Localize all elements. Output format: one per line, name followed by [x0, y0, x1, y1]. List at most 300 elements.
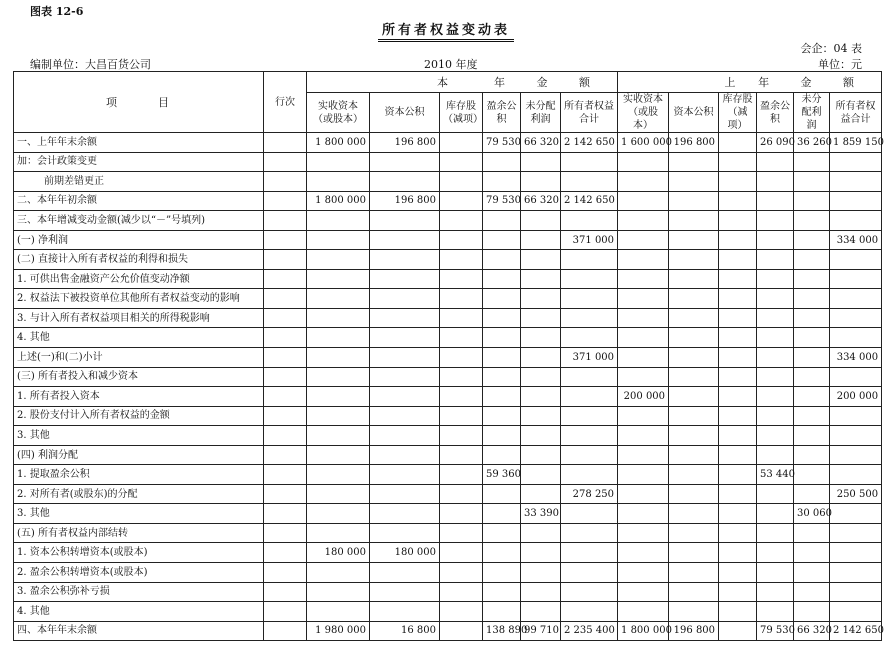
- current-year-cell: [483, 484, 521, 504]
- prior-year-cell: 1 800 000: [618, 621, 669, 641]
- current-year-cell: [307, 289, 370, 309]
- current-year-cell: [483, 426, 521, 446]
- prior-year-cell: [719, 133, 757, 153]
- row-number: [264, 211, 307, 231]
- table-row: [14, 211, 882, 231]
- current-year-cell: [307, 484, 370, 504]
- row-number: [264, 367, 307, 387]
- table-row: [14, 328, 882, 348]
- prior-year-cell: [719, 230, 757, 250]
- row-item-label: (一) 净利润: [14, 230, 264, 250]
- row-item-label: 上述(一)和(二)小计: [14, 348, 264, 368]
- col-paid-in-capital: 实收资本（或股本）: [307, 93, 370, 133]
- prior-year-cell: 196 800: [669, 133, 719, 153]
- current-year-cell: [483, 269, 521, 289]
- table-row: [14, 133, 882, 153]
- current-year-cell: 2 142 650: [561, 191, 618, 211]
- col-total-equity: 所有者权益合计: [561, 93, 618, 133]
- col-surplus-reserve-prior: 盈余公积: [757, 93, 794, 133]
- prior-year-cell: [669, 191, 719, 211]
- table-row: [14, 250, 882, 270]
- prior-year-cell: [618, 484, 669, 504]
- table-row: [14, 387, 882, 407]
- prior-year-cell: [794, 406, 830, 426]
- current-year-cell: [561, 602, 618, 622]
- row-number: [264, 152, 307, 172]
- prior-year-cell: [618, 367, 669, 387]
- current-year-cell: [370, 484, 440, 504]
- table-row: [14, 563, 882, 583]
- current-year-cell: 66 320: [521, 191, 561, 211]
- current-year-cell: [440, 172, 483, 192]
- current-year-cell: [370, 387, 440, 407]
- prior-year-cell: [669, 172, 719, 192]
- current-year-cell: [483, 348, 521, 368]
- prior-year-cell: [669, 308, 719, 328]
- current-year-cell: [370, 328, 440, 348]
- current-year-cell: [521, 328, 561, 348]
- prior-year-cell: [794, 269, 830, 289]
- row-item-label: 四、本年年末余额: [14, 621, 264, 641]
- prior-year-cell: [757, 445, 794, 465]
- col-paid-in-capital-prior: 实收资本（或股本）: [618, 93, 669, 133]
- unit-label: 单位：元: [818, 58, 862, 71]
- prior-year-cell: 200 000: [618, 387, 669, 407]
- current-year-cell: [561, 504, 618, 524]
- prior-year-cell: [719, 465, 757, 485]
- current-year-cell: [440, 133, 483, 153]
- prior-year-cell: [719, 543, 757, 563]
- col-total-equity-prior: 所有者权益合计: [830, 93, 882, 133]
- current-year-cell: [483, 250, 521, 270]
- current-year-cell: [561, 308, 618, 328]
- current-year-cell: [521, 348, 561, 368]
- current-year-cell: [483, 543, 521, 563]
- current-year-cell: [307, 348, 370, 368]
- col-surplus-reserve: 盈余公积: [483, 93, 521, 133]
- current-year-cell: [440, 191, 483, 211]
- current-year-cell: [307, 387, 370, 407]
- prior-year-cell: 2 142 650: [830, 621, 882, 641]
- prior-year-cell: [757, 269, 794, 289]
- prior-year-cell: [719, 523, 757, 543]
- current-year-cell: [370, 465, 440, 485]
- prior-year-cell: [830, 523, 882, 543]
- prior-year-cell: [794, 152, 830, 172]
- current-year-cell: [307, 367, 370, 387]
- prior-year-cell: [669, 328, 719, 348]
- table-row: [14, 230, 882, 250]
- prior-year-cell: [618, 191, 669, 211]
- table-row: [14, 484, 882, 504]
- current-year-cell: [370, 289, 440, 309]
- prior-year-cell: [618, 289, 669, 309]
- current-year-cell: [440, 465, 483, 485]
- current-year-cell: [370, 250, 440, 270]
- row-number: [264, 172, 307, 192]
- prior-year-cell: [719, 582, 757, 602]
- current-year-cell: [521, 172, 561, 192]
- prior-year-cell: [669, 348, 719, 368]
- row-number: [264, 289, 307, 309]
- current-year-cell: [483, 172, 521, 192]
- prior-year-cell: [830, 191, 882, 211]
- current-year-cell: [561, 582, 618, 602]
- prior-year-cell: [669, 289, 719, 309]
- current-year-cell: 59 360: [483, 465, 521, 485]
- row-item-label: 1. 可供出售金融资产公允价值变动净额: [14, 269, 264, 289]
- prior-year-cell: [794, 250, 830, 270]
- row-item-label: (四) 利润分配: [14, 445, 264, 465]
- prior-year-cell: 196 800: [669, 621, 719, 641]
- table-body: [14, 133, 882, 641]
- table-row: [14, 348, 882, 368]
- current-year-cell: [370, 563, 440, 583]
- current-year-cell: 2 142 650: [561, 133, 618, 153]
- prior-year-cell: [794, 387, 830, 407]
- current-year-cell: [370, 308, 440, 328]
- prior-year-cell: [794, 602, 830, 622]
- prior-year-cell: [830, 250, 882, 270]
- current-year-cell: [561, 543, 618, 563]
- current-year-cell: [370, 426, 440, 446]
- prior-year-cell: [757, 406, 794, 426]
- current-year-cell: [307, 504, 370, 524]
- prior-year-cell: [794, 172, 830, 192]
- prior-year-cell: [757, 582, 794, 602]
- current-year-cell: [307, 563, 370, 583]
- row-item-label: (五) 所有者权益内部结转: [14, 523, 264, 543]
- row-item-label: 4. 其他: [14, 328, 264, 348]
- prior-year-cell: [794, 348, 830, 368]
- prior-year-cell: [830, 426, 882, 446]
- current-year-cell: [440, 602, 483, 622]
- current-year-cell: [561, 367, 618, 387]
- current-year-cell: [307, 406, 370, 426]
- prior-year-cell: [618, 152, 669, 172]
- current-year-cell: [370, 523, 440, 543]
- row-item-label: 1. 提取盈余公积: [14, 465, 264, 485]
- prior-year-cell: [830, 504, 882, 524]
- header-row-no: 行次: [264, 72, 307, 133]
- row-item-label: 3. 其他: [14, 426, 264, 446]
- row-item-label: 3. 其他: [14, 504, 264, 524]
- current-year-cell: [483, 504, 521, 524]
- current-year-cell: [521, 484, 561, 504]
- org-label: 编制单位：大昌百货公司: [30, 58, 151, 71]
- prior-year-cell: [830, 289, 882, 309]
- row-number: [264, 484, 307, 504]
- current-year-cell: [521, 289, 561, 309]
- row-item-label: 二、本年年初余额: [14, 191, 264, 211]
- current-year-cell: 1 980 000: [307, 621, 370, 641]
- row-item-label: 一、上年年末余额: [14, 133, 264, 153]
- current-year-cell: 196 800: [370, 133, 440, 153]
- prior-year-cell: 53 440: [757, 465, 794, 485]
- prior-year-cell: [618, 543, 669, 563]
- current-year-cell: [561, 563, 618, 583]
- current-year-cell: [521, 211, 561, 231]
- row-number: [264, 328, 307, 348]
- current-year-cell: [440, 152, 483, 172]
- current-year-cell: [370, 504, 440, 524]
- prior-year-cell: [794, 191, 830, 211]
- prior-year-cell: [757, 367, 794, 387]
- current-year-cell: [521, 602, 561, 622]
- row-item-label: 1. 所有者投入资本: [14, 387, 264, 407]
- prior-year-cell: 250 500: [830, 484, 882, 504]
- current-year-cell: [440, 230, 483, 250]
- current-year-cell: 1 800 000: [307, 133, 370, 153]
- prior-year-cell: [618, 172, 669, 192]
- header-prior-year: [618, 72, 882, 93]
- current-year-cell: 371 000: [561, 348, 618, 368]
- prior-year-cell: [719, 308, 757, 328]
- prior-year-cell: 334 000: [830, 348, 882, 368]
- current-year-cell: [483, 406, 521, 426]
- prior-year-cell: [719, 348, 757, 368]
- row-item-label: 加：会计政策变更: [14, 152, 264, 172]
- prior-year-cell: [618, 328, 669, 348]
- row-item-label: 3. 盈余公积弥补亏损: [14, 582, 264, 602]
- current-year-cell: [561, 211, 618, 231]
- col-capital-reserve: 资本公积: [370, 93, 440, 133]
- prior-year-cell: [757, 211, 794, 231]
- prior-year-cell: 334 000: [830, 230, 882, 250]
- row-item-label: 2. 权益法下被投资单位其他所有者权益变动的影响: [14, 289, 264, 309]
- prior-year-cell: [669, 230, 719, 250]
- current-year-cell: [440, 621, 483, 641]
- equity-statement-table: [13, 71, 882, 641]
- current-year-cell: [440, 348, 483, 368]
- current-year-cell: [307, 308, 370, 328]
- prior-year-cell: [757, 191, 794, 211]
- current-year-cell: [440, 308, 483, 328]
- prior-year-cell: [830, 269, 882, 289]
- row-item-label: 2. 盈余公积转增资本(或股本): [14, 563, 264, 583]
- current-year-cell: [440, 211, 483, 231]
- current-year-cell: [561, 152, 618, 172]
- table-row: [14, 406, 882, 426]
- current-year-cell: [307, 465, 370, 485]
- current-year-cell: [307, 582, 370, 602]
- current-year-cell: [440, 250, 483, 270]
- current-year-cell: [307, 250, 370, 270]
- current-year-cell: [521, 367, 561, 387]
- current-year-cell: 371 000: [561, 230, 618, 250]
- prior-year-cell: [757, 602, 794, 622]
- row-number: [264, 348, 307, 368]
- row-number: [264, 133, 307, 153]
- current-year-cell: [521, 269, 561, 289]
- prior-year-cell: [618, 269, 669, 289]
- row-number: [264, 445, 307, 465]
- current-year-cell: [370, 406, 440, 426]
- current-year-cell: [440, 269, 483, 289]
- current-year-cell: [440, 387, 483, 407]
- row-number: [264, 543, 307, 563]
- prior-year-cell: [669, 523, 719, 543]
- col-treasury-stock-prior: 库存股（减项）: [719, 93, 757, 133]
- current-year-cell: [440, 426, 483, 446]
- prior-year-cell: 1 859 150: [830, 133, 882, 153]
- row-number: [264, 387, 307, 407]
- current-year-cell: [370, 230, 440, 250]
- prior-year-cell: [830, 308, 882, 328]
- prior-year-cell: [830, 367, 882, 387]
- current-year-cell: 16 800: [370, 621, 440, 641]
- current-year-cell: 180 000: [370, 543, 440, 563]
- row-item-label: 3. 与计入所有者权益项目相关的所得税影响: [14, 308, 264, 328]
- current-year-cell: [483, 211, 521, 231]
- current-year-cell: 180 000: [307, 543, 370, 563]
- header-prior-left: 上: [724, 75, 736, 89]
- header-current-left: 本: [437, 75, 449, 89]
- table-row: [14, 523, 882, 543]
- prior-year-cell: [719, 250, 757, 270]
- current-year-cell: [561, 465, 618, 485]
- prior-year-cell: [719, 211, 757, 231]
- row-number: [264, 602, 307, 622]
- current-year-cell: [561, 289, 618, 309]
- prior-year-cell: [669, 504, 719, 524]
- table-row: [14, 602, 882, 622]
- current-year-cell: 79 530: [483, 191, 521, 211]
- prior-year-cell: [757, 289, 794, 309]
- current-year-cell: [483, 152, 521, 172]
- col-capital-reserve-prior: 资本公积: [669, 93, 719, 133]
- prior-year-cell: [757, 230, 794, 250]
- prior-year-cell: [669, 582, 719, 602]
- prior-year-cell: [794, 230, 830, 250]
- current-year-cell: 2 235 400: [561, 621, 618, 641]
- prior-year-cell: [830, 582, 882, 602]
- current-year-cell: [440, 504, 483, 524]
- row-number: [264, 504, 307, 524]
- prior-year-cell: [669, 563, 719, 583]
- current-year-cell: [440, 582, 483, 602]
- prior-year-cell: [669, 250, 719, 270]
- title-text: 所有者权益变动表: [378, 23, 514, 42]
- current-year-cell: [521, 426, 561, 446]
- current-year-cell: [521, 465, 561, 485]
- prior-year-cell: [719, 426, 757, 446]
- prior-year-cell: [830, 465, 882, 485]
- prior-year-cell: [618, 426, 669, 446]
- prior-year-cell: [618, 211, 669, 231]
- current-year-cell: [561, 269, 618, 289]
- col-retained-earnings-prior: 未分配利润: [794, 93, 830, 133]
- row-number: [264, 250, 307, 270]
- current-year-cell: [483, 602, 521, 622]
- header-prior-right: 年 金 额: [758, 75, 869, 89]
- row-number: [264, 426, 307, 446]
- table-row: [14, 504, 882, 524]
- prior-year-cell: [830, 211, 882, 231]
- prior-year-cell: [618, 230, 669, 250]
- current-year-cell: [307, 426, 370, 446]
- current-year-cell: [370, 348, 440, 368]
- current-year-cell: [440, 445, 483, 465]
- prior-year-cell: [719, 387, 757, 407]
- current-year-cell: [483, 289, 521, 309]
- current-year-cell: [370, 211, 440, 231]
- row-item-label: 前期差错更正: [14, 172, 264, 192]
- table-row: [14, 289, 882, 309]
- prior-year-cell: [757, 250, 794, 270]
- current-year-cell: [483, 230, 521, 250]
- row-number: [264, 523, 307, 543]
- current-year-cell: [440, 543, 483, 563]
- current-year-cell: [483, 523, 521, 543]
- current-year-cell: [307, 602, 370, 622]
- prior-year-cell: [719, 484, 757, 504]
- current-year-cell: [440, 328, 483, 348]
- row-item-label: 2. 股份支付计入所有者权益的金额: [14, 406, 264, 426]
- current-year-cell: [521, 406, 561, 426]
- prior-year-cell: 1 600 000: [618, 133, 669, 153]
- prior-year-cell: [669, 152, 719, 172]
- current-year-cell: 99 710: [521, 621, 561, 641]
- current-year-cell: [561, 172, 618, 192]
- current-year-cell: 33 390: [521, 504, 561, 524]
- current-year-cell: [307, 152, 370, 172]
- year-label: 2010 年度: [424, 58, 478, 71]
- current-year-cell: [307, 445, 370, 465]
- table-row: [14, 543, 882, 563]
- prior-year-cell: [757, 348, 794, 368]
- prior-year-cell: [757, 152, 794, 172]
- current-year-cell: [521, 582, 561, 602]
- current-year-cell: [483, 328, 521, 348]
- col-treasury-stock: 库存股（减项）: [440, 93, 483, 133]
- current-year-cell: [561, 523, 618, 543]
- prior-year-cell: [794, 367, 830, 387]
- prior-year-cell: [794, 484, 830, 504]
- prior-year-cell: [830, 445, 882, 465]
- prior-year-cell: [669, 426, 719, 446]
- row-number: [264, 269, 307, 289]
- prior-year-cell: [757, 308, 794, 328]
- prior-year-cell: [757, 328, 794, 348]
- current-year-cell: [561, 445, 618, 465]
- current-year-cell: [483, 308, 521, 328]
- header-row-1: [14, 72, 882, 93]
- prior-year-cell: [719, 269, 757, 289]
- prior-year-cell: [719, 602, 757, 622]
- current-year-cell: [561, 426, 618, 446]
- prior-year-cell: [618, 406, 669, 426]
- row-number: [264, 563, 307, 583]
- table-row: [14, 582, 882, 602]
- prior-year-cell: [719, 152, 757, 172]
- prior-year-cell: [794, 308, 830, 328]
- current-year-cell: [440, 563, 483, 583]
- row-item-label: 三、本年增减变动金额(减少以“－”号填列): [14, 211, 264, 231]
- current-year-cell: [307, 328, 370, 348]
- prior-year-cell: [618, 250, 669, 270]
- prior-year-cell: [830, 328, 882, 348]
- table-row: [14, 308, 882, 328]
- table-row: [14, 367, 882, 387]
- prior-year-cell: [719, 191, 757, 211]
- prior-year-cell: [794, 289, 830, 309]
- table-row: [14, 426, 882, 446]
- prior-year-cell: [757, 504, 794, 524]
- row-item-label: (二) 直接计入所有者权益的利得和损失: [14, 250, 264, 270]
- prior-year-cell: [757, 523, 794, 543]
- prior-year-cell: [830, 152, 882, 172]
